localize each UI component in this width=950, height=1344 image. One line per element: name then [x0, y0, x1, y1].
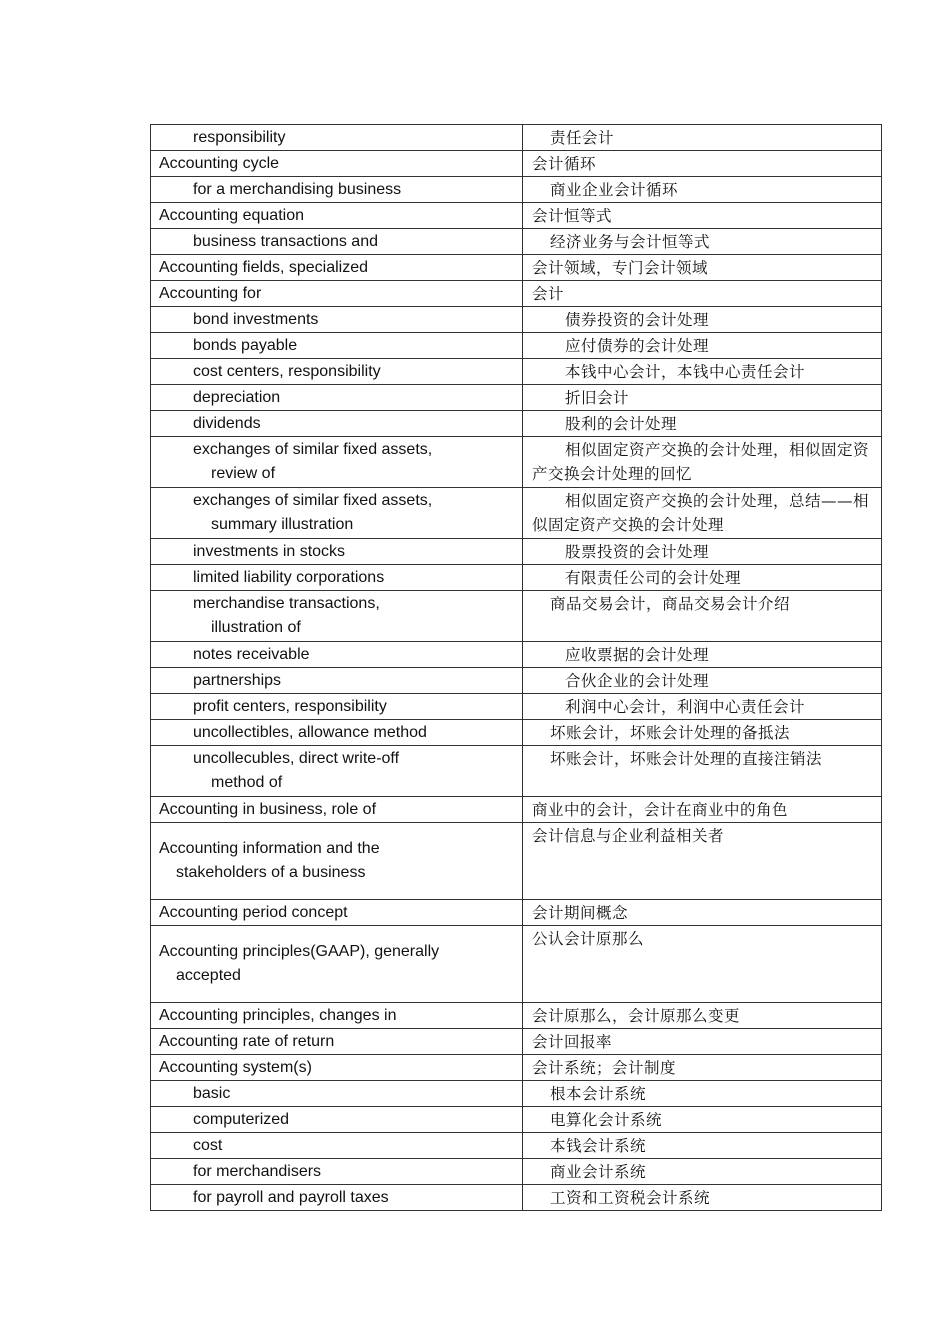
- table-row: [151, 797, 882, 823]
- term-zh: 会计原那么，会计原那么变更: [523, 1003, 882, 1029]
- term-zh: 电算化会计系统: [523, 1107, 882, 1133]
- term-en-line1: exchanges of similar fixed assets,: [193, 492, 433, 509]
- term-zh: 公认会计原那么: [523, 926, 882, 1003]
- table-row: [151, 926, 882, 1003]
- table-row: [151, 1185, 882, 1211]
- table-row: [151, 1055, 882, 1081]
- term-en-line2: review of: [211, 465, 276, 482]
- glossary-table: [150, 124, 882, 1211]
- term-zh: 经济业务与会计恒等式: [523, 229, 882, 255]
- term-zh: 会计系统；会计制度: [523, 1055, 882, 1081]
- table-row: [151, 333, 882, 359]
- term-zh: 商业中的会计，会计在商业中的角色: [523, 797, 882, 823]
- term-en: [151, 591, 523, 642]
- term-zh: 相似固定资产交换的会计处理，总结——相似固定资产交换的会计处理: [523, 488, 882, 539]
- term-en: uncollectibles, allowance method: [151, 720, 523, 746]
- term-en: Accounting equation: [151, 203, 523, 229]
- term-en: dividends: [151, 411, 523, 437]
- term-en: for payroll and payroll taxes: [151, 1185, 523, 1211]
- term-en: business transactions and: [151, 229, 523, 255]
- term-zh: 责任会计: [523, 125, 882, 151]
- term-en-line2: method of: [211, 774, 283, 791]
- term-en-line2: illustration of: [211, 619, 301, 636]
- table-row: [151, 203, 882, 229]
- term-zh: 利润中心会计，利润中心责任会计: [523, 694, 882, 720]
- term-en: for merchandisers: [151, 1159, 523, 1185]
- term-en: partnerships: [151, 668, 523, 694]
- term-en: computerized: [151, 1107, 523, 1133]
- table-row: [151, 720, 882, 746]
- table-row: [151, 359, 882, 385]
- term-zh: 商业会计系统: [523, 1159, 882, 1185]
- term-en: Accounting in business, role of: [151, 797, 523, 823]
- table-row: [151, 668, 882, 694]
- term-en-line1: uncollecubles, direct write-off: [193, 750, 400, 767]
- term-en: limited liability corporations: [151, 565, 523, 591]
- table-row: [151, 1029, 882, 1055]
- term-zh: 本钱会计系统: [523, 1133, 882, 1159]
- table-row: [151, 385, 882, 411]
- table-row: [151, 488, 882, 539]
- term-zh: 相似固定资产交换的会计处理，相似固定资产交换会计处理的回忆: [523, 437, 882, 488]
- term-zh: 合伙企业的会计处理: [523, 668, 882, 694]
- term-en-line1: exchanges of similar fixed assets,: [193, 441, 433, 458]
- term-en: for a merchandising business: [151, 177, 523, 203]
- term-en: bond investments: [151, 307, 523, 333]
- term-zh: 会计期间概念: [523, 900, 882, 926]
- table-row: [151, 255, 882, 281]
- term-en-line2: accepted: [176, 967, 241, 984]
- term-zh: 会计回报率: [523, 1029, 882, 1055]
- table-row: [151, 229, 882, 255]
- term-zh: 坏账会计，坏账会计处理的直接注销法: [523, 746, 882, 797]
- term-en: cost centers, responsibility: [151, 359, 523, 385]
- table-row: [151, 1081, 882, 1107]
- term-en: [151, 823, 523, 900]
- term-en-line2: stakeholders of a business: [176, 864, 366, 881]
- term-en: investments in stocks: [151, 539, 523, 565]
- table-row: [151, 565, 882, 591]
- term-zh: 应付债券的会计处理: [523, 333, 882, 359]
- term-en: Accounting period concept: [151, 900, 523, 926]
- term-zh: 有限责任公司的会计处理: [523, 565, 882, 591]
- table-row: [151, 642, 882, 668]
- term-zh: 商业企业会计循环: [523, 177, 882, 203]
- table-row: [151, 1003, 882, 1029]
- table-row: [151, 746, 882, 797]
- term-en: Accounting cycle: [151, 151, 523, 177]
- table-row: [151, 281, 882, 307]
- term-zh: 商品交易会计，商品交易会计介绍: [523, 591, 882, 642]
- term-en: bonds payable: [151, 333, 523, 359]
- term-zh: 股票投资的会计处理: [523, 539, 882, 565]
- table-row: [151, 307, 882, 333]
- table-row: [151, 177, 882, 203]
- term-en: Accounting for: [151, 281, 523, 307]
- term-en: profit centers, responsibility: [151, 694, 523, 720]
- term-zh: 股利的会计处理: [523, 411, 882, 437]
- table-row: [151, 1133, 882, 1159]
- term-zh: 会计: [523, 281, 882, 307]
- table-row: [151, 437, 882, 488]
- term-zh: 折旧会计: [523, 385, 882, 411]
- table-row: [151, 694, 882, 720]
- term-en: Accounting fields, specialized: [151, 255, 523, 281]
- table-row: [151, 1107, 882, 1133]
- term-en-line1: Accounting information and the: [159, 840, 380, 857]
- term-zh: 会计领域，专门会计领域: [523, 255, 882, 281]
- term-en: [151, 926, 523, 1003]
- term-en: responsibility: [151, 125, 523, 151]
- term-en: Accounting principles, changes in: [151, 1003, 523, 1029]
- term-en: [151, 488, 523, 539]
- term-zh: 坏账会计，坏账会计处理的备抵法: [523, 720, 882, 746]
- term-en: Accounting rate of return: [151, 1029, 523, 1055]
- term-en: Accounting system(s): [151, 1055, 523, 1081]
- term-zh: 应收票据的会计处理: [523, 642, 882, 668]
- term-en: cost: [151, 1133, 523, 1159]
- term-en: [151, 437, 523, 488]
- term-en-line2: summary illustration: [211, 516, 354, 533]
- term-zh: 本钱中心会计，本钱中心责任会计: [523, 359, 882, 385]
- term-zh: 会计循环: [523, 151, 882, 177]
- table-row: [151, 1159, 882, 1185]
- term-zh: 工资和工资税会计系统: [523, 1185, 882, 1211]
- term-en-line1: Accounting principles(GAAP), generally: [159, 943, 440, 960]
- table-row: [151, 411, 882, 437]
- table-row: [151, 539, 882, 565]
- term-en: notes receivable: [151, 642, 523, 668]
- term-zh: 债券投资的会计处理: [523, 307, 882, 333]
- table-row: [151, 900, 882, 926]
- term-en-line1: merchandise transactions,: [193, 595, 380, 612]
- table-row: [151, 823, 882, 900]
- term-en: depreciation: [151, 385, 523, 411]
- table-row: [151, 125, 882, 151]
- term-en: basic: [151, 1081, 523, 1107]
- table-row: [151, 591, 882, 642]
- term-zh: 会计恒等式: [523, 203, 882, 229]
- term-en: [151, 746, 523, 797]
- table-row: [151, 151, 882, 177]
- term-zh: 根本会计系统: [523, 1081, 882, 1107]
- term-zh: 会计信息与企业利益相关者: [523, 823, 882, 900]
